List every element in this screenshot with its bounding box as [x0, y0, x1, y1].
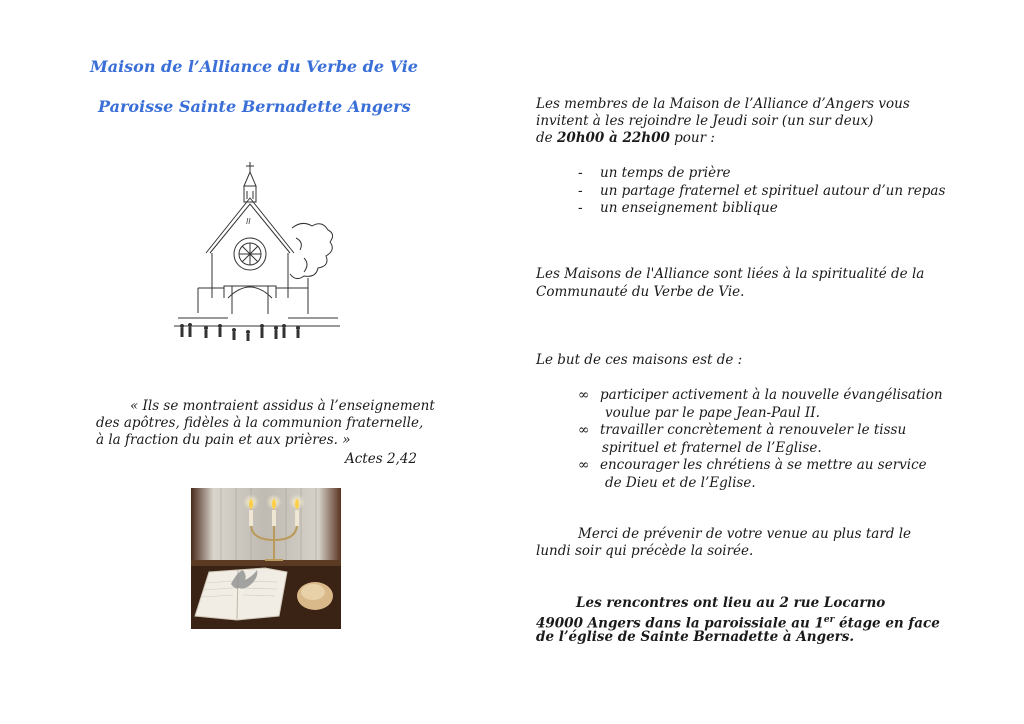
merci-line-1: Merci de prévenir de votre venue au plus tard le — [578, 526, 912, 542]
parish-subtitle: Paroisse Sainte Bernadette Angers — [98, 97, 411, 116]
dash-bullet: - — [578, 200, 583, 216]
list-item: ∞ encourager les chrétiens à se mettre au service — [578, 457, 927, 473]
spirituality-line-2: Communauté du Verbe de Vie. — [536, 284, 745, 300]
activities-list — [578, 165, 945, 218]
list-item: - un enseignement biblique — [578, 200, 778, 216]
intro-pour: pour : — [669, 130, 715, 146]
location-line-1: Les rencontres ont lieu au 2 rue Locarno — [576, 595, 886, 611]
infinity-bullet: ∞ — [578, 422, 590, 438]
spirituality-line-1: Les Maisons de l'Alliance sont liées à la spiritualité de la — [536, 266, 925, 282]
intro-de: de — [536, 130, 557, 146]
list-item: ∞ participer activement à la nouvelle évangélisation — [578, 387, 943, 403]
quote-line-3: à la fraction du pain et aux prières. » — [96, 432, 351, 448]
merci-line-2: lundi soir qui précède la soirée. — [536, 543, 754, 559]
dash-bullet: - — [578, 182, 583, 199]
goal-intro: Le but de ces maisons est de : — [536, 352, 743, 368]
quote-line-2: des apôtres, fidèles à la communion fraternelle, — [96, 415, 424, 431]
church-drawing — [168, 158, 343, 348]
list-item: - un partage fraternel et spirituel autour d’un repas — [578, 182, 946, 199]
meeting-time: 20h00 à 22h00 — [556, 130, 670, 146]
list-item: - un temps de prière — [578, 165, 731, 181]
quote-line-1: « Ils se montraient assidus à l’enseignement — [130, 398, 435, 414]
location-line-3: de l’église de Sainte Bernadette à Angers. — [536, 629, 855, 645]
intro-line-3 — [536, 130, 715, 148]
infinity-bullet: ∞ — [578, 387, 590, 403]
list-item: ∞ travailler concrètement à renouveler le tissu — [578, 422, 907, 438]
goals-list: ∞ participer activement à la nouvelle évangélisation voulue par le pape Jean-Paul II. ∞ travailler concrètement à renouveler le tissu spirituel et fraternel de l’Eglise. ∞ encourager les chrétiens à se mettre au service de Dieu et de l’Eglise. — [578, 387, 943, 491]
infinity-bullet: ∞ — [578, 457, 590, 473]
location-line-2: 49000 Angers dans la paroissiale au 1er étage en face — [536, 615, 940, 632]
candles-bible-photo — [191, 488, 341, 629]
intro-line-1: Les membres de la Maison de l’Alliance d’Angers vous — [536, 96, 910, 112]
svg-text:ll: ll — [246, 217, 251, 226]
dash-bullet: - — [578, 165, 583, 181]
quote-reference: Actes 2,42 — [345, 451, 418, 467]
page-title: Maison de l’Alliance du Verbe de Vie — [90, 57, 418, 76]
intro-line-2: invitent à les rejoindre le Jeudi soir (un sur deux) — [536, 113, 874, 129]
